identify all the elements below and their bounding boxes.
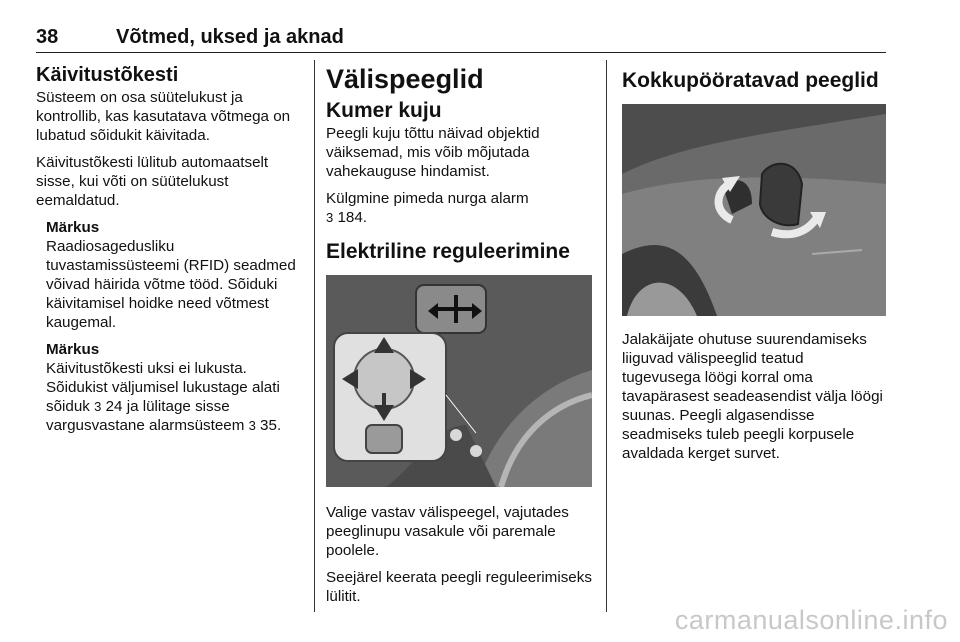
- column-divider: [314, 60, 315, 612]
- section-heading: Kokkupööratavad peeglid: [622, 69, 879, 92]
- page-ref-icon[interactable]: 3: [326, 210, 334, 225]
- column-divider: [606, 60, 607, 612]
- page-number: 38: [36, 26, 59, 48]
- folding-mirror-illustration: [622, 104, 886, 316]
- column-exterior-mirrors: [326, 62, 596, 614]
- chapter-title: Võtmed, uksed ja aknad: [116, 26, 344, 48]
- note-title: Märkus: [46, 219, 100, 236]
- paragraph: Jalakäijate ohutuse suurendamiseks liiguvad välispeeglid teatud tugevusega löögi korral oma tavapärasest seadeasendist välja löögi suunas. Peegli algasendisse seadmiseks tuleb peegli korpusele avaldada kerget survet.: [622, 331, 883, 462]
- subsection-heading: Elektriline reguleerimine: [326, 240, 570, 263]
- paragraph: Süsteem on osa süütelukust ja kontrollib, kas kasutatava võtmega on lubatud sõidukit käivitada.: [36, 89, 291, 144]
- note-text: [46, 359, 306, 435]
- page-header: [36, 26, 886, 53]
- section-heading: Käivitustõkesti: [36, 64, 179, 86]
- paragraph: Käivitustõkesti lülitub automaatselt sisse, kui võti on süütelukust eemaldatud.: [36, 154, 269, 209]
- mirror-control-illustration: [326, 275, 592, 487]
- note-text-part: 24 ja lülitage sisse vargusvastane alarmsüsteem: [46, 398, 249, 434]
- paragraph-part: 184.: [333, 209, 368, 226]
- page-ref-icon[interactable]: 3: [248, 418, 256, 433]
- paragraph: Valige vastav välispeegel, vajutades peeglinupu vasakule või paremale poolele.: [326, 504, 569, 559]
- page-ref-icon[interactable]: 3: [94, 399, 102, 414]
- column-immobiliser: [36, 62, 306, 443]
- note-text-part: Käivitustõkesti uksi ei lukusta. Sõidukist väljumisel lukustage alati sõiduk: [46, 360, 280, 415]
- paragraph: Peegli kuju tõttu näivad objektid väiksemad, mis võib mõjutada vahekauguse hindamist.: [326, 125, 540, 180]
- paragraph-part: Külgmine pimeda nurga alarm: [326, 190, 529, 207]
- note-title: Märkus: [46, 341, 100, 358]
- paragraph: [326, 189, 596, 227]
- note-text-part: 35.: [255, 417, 282, 434]
- paragraph: Seejärel keerata peegli reguleerimiseks lülitit.: [326, 569, 592, 605]
- column-folding-mirrors: [622, 62, 886, 471]
- note-text: Raadiosagedusliku tuvastamissüsteemi (RFID) seadmed võivad häirida võtme tööd. Sõiduki käivitamisel hoidke need võtmest kaugemal.: [46, 238, 296, 331]
- page-title: Välispeeglid: [326, 64, 484, 94]
- note-block: [36, 218, 306, 435]
- subsection-heading: Kumer kuju: [326, 99, 442, 122]
- watermark: carmanualsonline.info: [674, 605, 948, 635]
